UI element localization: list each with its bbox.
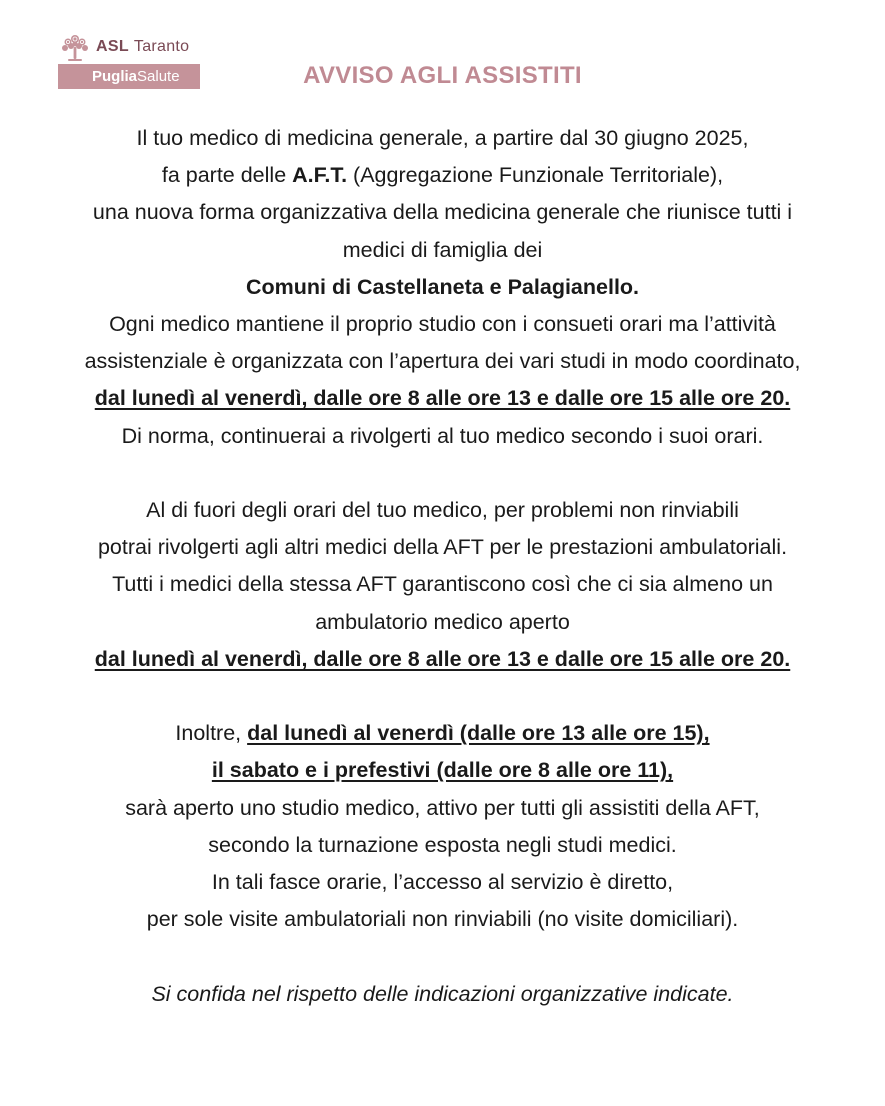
aft-acronym: A.F.T. — [292, 163, 348, 188]
saturday-hours: il sabato e i prefestivi (dalle ore 8 alle ore 11), — [211, 758, 674, 783]
p3-line-3: sarà aperto uno studio medico, attivo per tutti gli assistiti della AFT, — [125, 795, 760, 820]
weekday-hours: dal lunedì al venerdì (dalle ore 13 alle ore 15), — [247, 721, 710, 746]
opening-hours-2: dal lunedì al venerdì, dalle ore 8 alle ore 13 e dalle ore 15 alle ore 20. — [94, 646, 791, 671]
p2-line-2: potrai rivolgerti agli altri medici della AFT per le prestazioni ambulatoriali. — [97, 535, 788, 560]
logo-brand-bar: PugliaSalute — [58, 64, 200, 89]
p1-line-6: Ogni medico mantiene il proprio studio con i consueti orari ma l’attività — [109, 312, 776, 337]
p1-line-3: una nuova forma organizzativa della medicina generale che riunisce tutti i — [92, 200, 793, 225]
closing-note: Si confida nel rispetto delle indicazioni organizzative indicate. — [151, 981, 734, 1006]
p3-line-1: Inoltre, dal lunedì al venerdì (dalle ore 13 alle ore 15), — [175, 721, 710, 746]
logo-asl-text: ASL Taranto — [96, 38, 190, 55]
notice-body — [0, 120, 885, 1013]
p3-line-5: In tali fasce orarie, l’accesso al servizio è diretto, — [211, 870, 674, 895]
logo-top-row — [58, 32, 200, 62]
p2-line-3: Tutti i medici della stessa AFT garantiscono così che ci sia almeno un — [112, 572, 773, 597]
p1-line-4: medici di famiglia dei — [342, 237, 543, 262]
p2-line-1: Al di fuori degli orari del tuo medico, per problemi non rinviabili — [146, 498, 739, 523]
opening-hours-1: dal lunedì al venerdì, dalle ore 8 alle ore 13 e dalle ore 15 alle ore 20. — [94, 386, 791, 411]
p1-line-9: Di norma, continuerai a rivolgerti al tuo medico secondo i suoi orari. — [121, 423, 764, 448]
tree-icon — [58, 32, 92, 62]
p1-line-7: assistenziale è organizzata con l’apertura dei vari studi in modo coordinato, — [84, 349, 801, 374]
p2-line-4: ambulatorio medico aperto — [315, 609, 570, 634]
municipalities: Comuni di Castellaneta e Palagianello. — [245, 274, 640, 299]
p1-line-2: fa parte delle A.F.T. (Aggregazione Funzionale Territoriale), — [161, 163, 724, 188]
p3-line-4: secondo la turnazione esposta negli studi medici. — [208, 832, 677, 857]
p1-line-1: Il tuo medico di medicina generale, a partire dal 30 giugno 2025, — [136, 126, 749, 150]
p3-line-6: per sole visite ambulatoriali non rinviabili (no visite domiciliari). — [146, 907, 739, 932]
page-title: AVVISO AGLI ASSISTITI — [303, 62, 582, 89]
